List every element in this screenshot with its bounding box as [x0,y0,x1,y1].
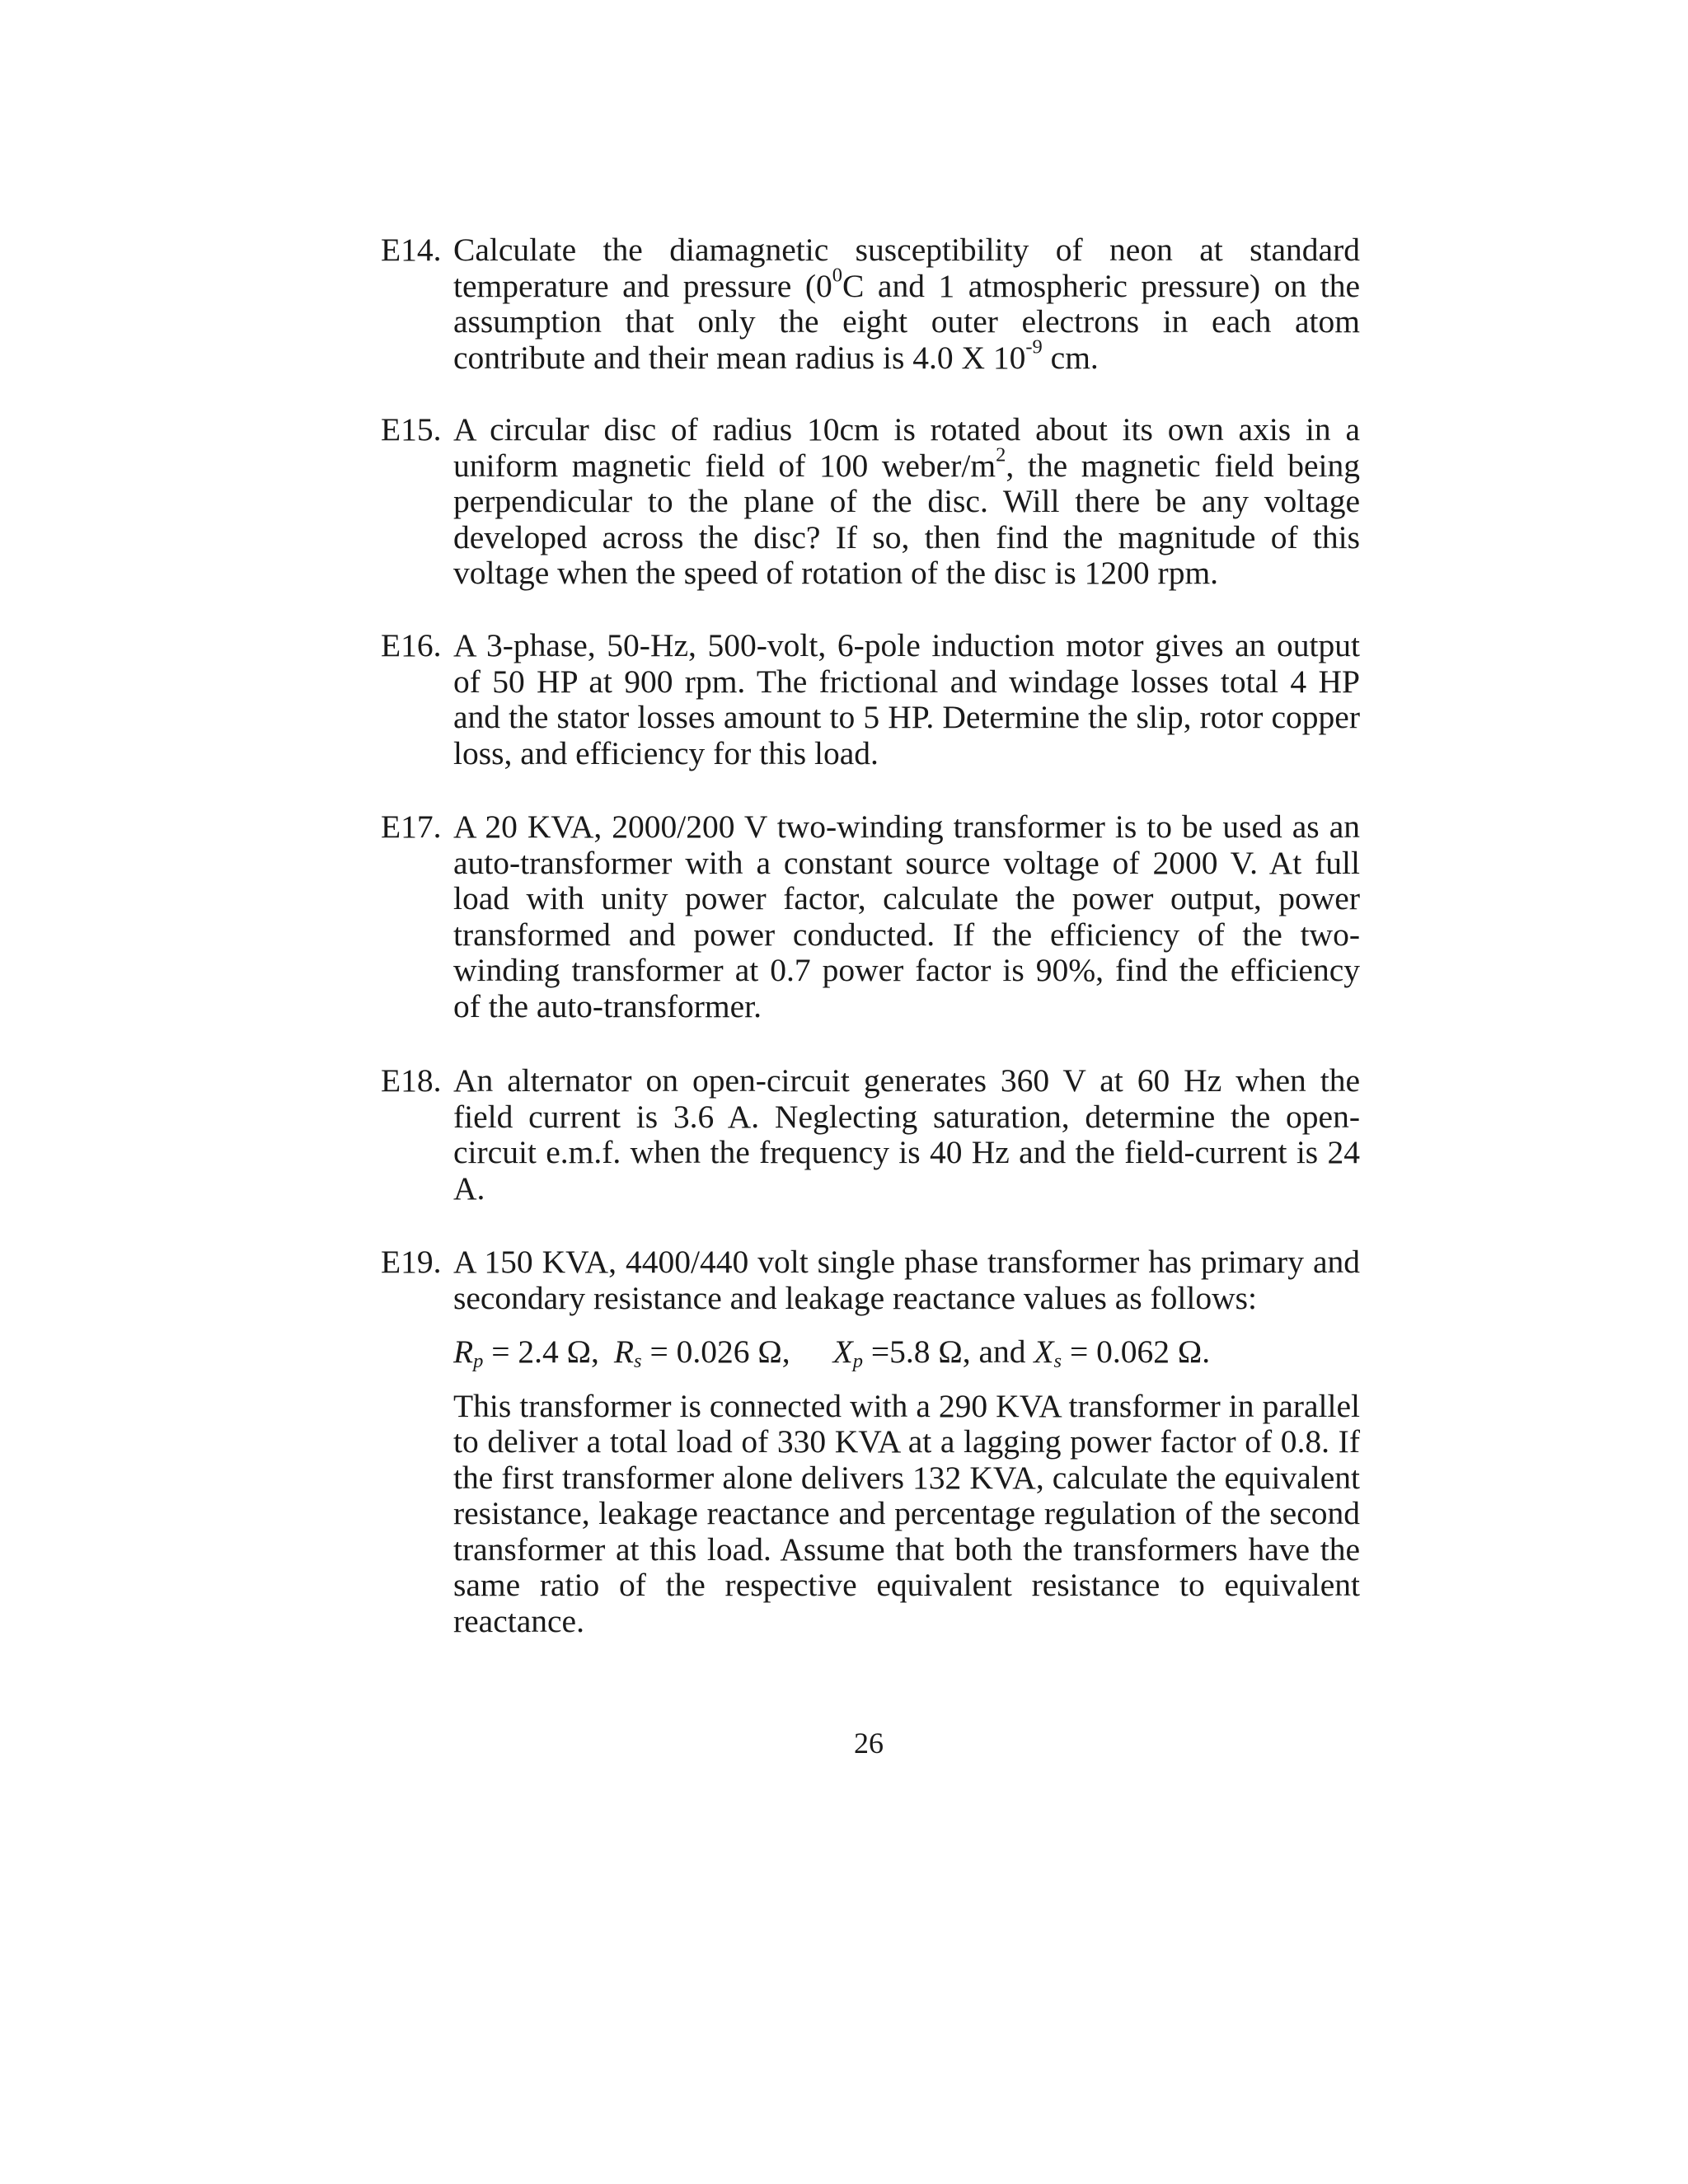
problem-e19 [381,1244,1360,1639]
problem-e18 [381,1063,1360,1207]
problem-number: E16. [381,627,442,663]
equation-line: $R_p = 2.4$ Ω, $R_s = 0.026$ Ω, $X_p =5.8$ Ω, and $X_s = 0.062$ Ω. [453,1333,1211,1373]
problem-number: E19. [381,1244,442,1280]
problem-number: E17. [381,808,442,845]
problem-number: E14. [381,232,442,268]
problem-e16 [381,628,1360,771]
problem-e15 [381,412,1360,592]
problem-text: An alternator on open-circuit generates 360 V at 60 Hz when the field current is 3.6 A. Neglecting saturation, determine the open-circuit e.m.f. when the frequency is 40 Hz and the field-current is 24 A. [453,1062,1360,1207]
problem-e14 [381,232,1360,376]
problem-text: A 20 KVA, 2000/200 V two-winding transformer is to be used as an auto-transformer with a constant source voltage of 2000 V. At full load with unity power factor, calculate the power output, power transformed and power conducted. If the efficiency of the two-winding transformer at 0.7 power factor is 90%, find the efficiency of the auto-transformer. [453,808,1360,1024]
problem-e17 [381,809,1360,1024]
problem-text: A 150 KVA, 4400/440 volt single phase transformer has primary and secondary resistance and leakage reactance values as follows: $R_p = 2.4$ Ω, $R_s = 0.026$ Ω, $X_p =5.8$ Ω, and $X_s = 0.062$ Ω. This transformer is connected with a 290 KVA transformer in parallel to deliver a total load of 330 KVA at a lagging power factor of 0.8. If the first transformer alone delivers 132 KVA, calculate the equivalent resistance, leakage reactance and percentage regulation of the second transformer at this load. Assume that both the transformers have the same ratio of the respective equivalent resistance to equivalent reactance. [453,1244,1360,1639]
problem-number: E18. [381,1062,442,1099]
problem-text: A circular disc of radius 10cm is rotated about its own axis in a uniform magnetic field of 100 weber/$m^2$, the magnetic field being perpendicular to the plane of the disc. Will there be any voltage developed across the disc? If so, then find the magnitude of this voltage when the speed of rotation of the disc is 1200 rpm. [453,411,1360,591]
problem-number: E15. [381,411,442,448]
page-number: 26 [854,1727,884,1760]
problem-text: A 3-phase, 50-Hz, 500-volt, 6-pole induction motor gives an output of 50 HP at 900 rpm. The frictional and windage losses total 4 HP and the stator losses amount to 5 HP. Determine the slip, rotor copper loss, and efficiency for this load. [453,627,1360,771]
problem-text: Calculate the diamagnetic susceptibility of neon at standard temperature and pressure ($0^0C$ and 1 atmospheric pressure) on the assumption that only the eight outer electrons in each atom contribute and their mean radius is 4.0 X $10^{-9}$ cm. [453,232,1360,376]
